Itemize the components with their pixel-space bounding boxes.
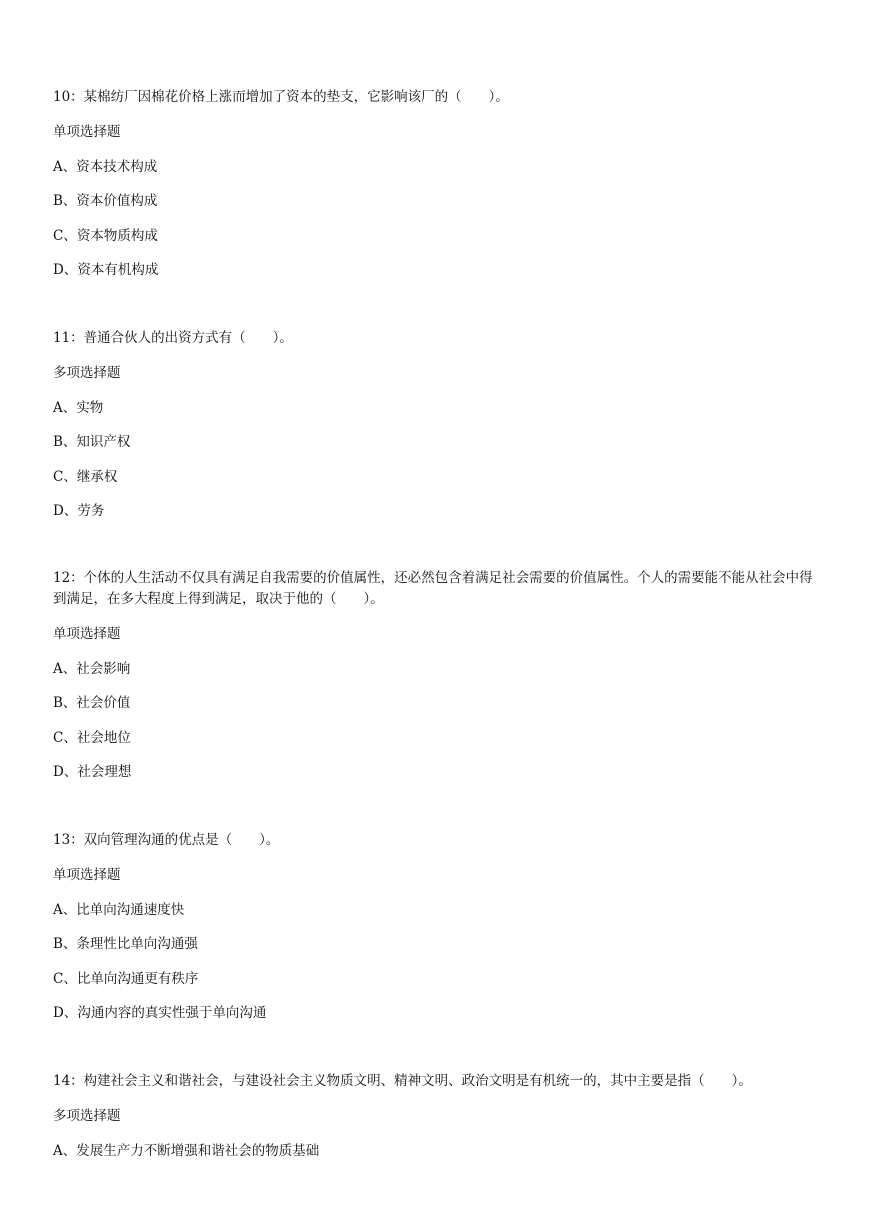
- question-type: 多项选择题: [53, 1108, 121, 1124]
- question-stem: 10：某棉纺厂因棉花价格上涨而增加了资本的垫支，它影响该厂的（ ）。: [53, 89, 509, 105]
- option-c: C、继承权: [53, 468, 118, 485]
- question-stem: 12：个体的人生活动不仅具有满足自我需要的价值属性，还必然包含着满足社会需要的价值属性。个人的需要能不能从社会中得到满足，在多大程度上得到满足，取决于他的（ ）。: [53, 570, 813, 607]
- question-11: [53, 328, 293, 521]
- option-d: D、沟通内容的真实性强于单向沟通: [53, 1005, 267, 1021]
- option-b: B、社会价值: [53, 695, 131, 711]
- question-type: 单项选择题: [53, 124, 121, 140]
- option-a: A、比单向沟通速度快: [53, 901, 185, 918]
- option-d: D、资本有机构成: [53, 262, 159, 278]
- option-b: B、条理性比单向沟通强: [53, 936, 198, 952]
- option-c: C、资本物质构成: [53, 227, 158, 244]
- option-c: C、社会地位: [53, 729, 131, 746]
- option-a: A、资本技术构成: [53, 158, 158, 175]
- question-stem: 11：普通合伙人的出资方式有（ ）。: [53, 330, 293, 346]
- option-a: A、实物: [53, 399, 104, 416]
- question-14: [53, 1071, 752, 1161]
- option-a: A、社会影响: [53, 660, 131, 677]
- question-10: [53, 87, 509, 280]
- option-d: D、劳务: [53, 503, 105, 519]
- question-type: 单项选择题: [53, 626, 121, 642]
- option-d: D、社会理想: [53, 764, 132, 780]
- question-stem: 13：双向管理沟通的优点是（ ）。: [53, 832, 280, 848]
- option-b: B、知识产权: [53, 434, 131, 450]
- question-12: [53, 568, 823, 782]
- option-b: B、资本价值构成: [53, 193, 158, 209]
- question-type: 单项选择题: [53, 867, 121, 883]
- question-stem: 14：构建社会主义和谐社会，与建设社会主义物质文明、精神文明、政治文明是有机统一的，其中主要是指（ ）。: [53, 1073, 752, 1089]
- option-c: C、比单向沟通更有秩序: [53, 970, 199, 987]
- question-type: 多项选择题: [53, 365, 121, 381]
- question-13: [53, 830, 279, 1023]
- option-a: A、发展生产力不断增强和谐社会的物质基础: [53, 1142, 320, 1159]
